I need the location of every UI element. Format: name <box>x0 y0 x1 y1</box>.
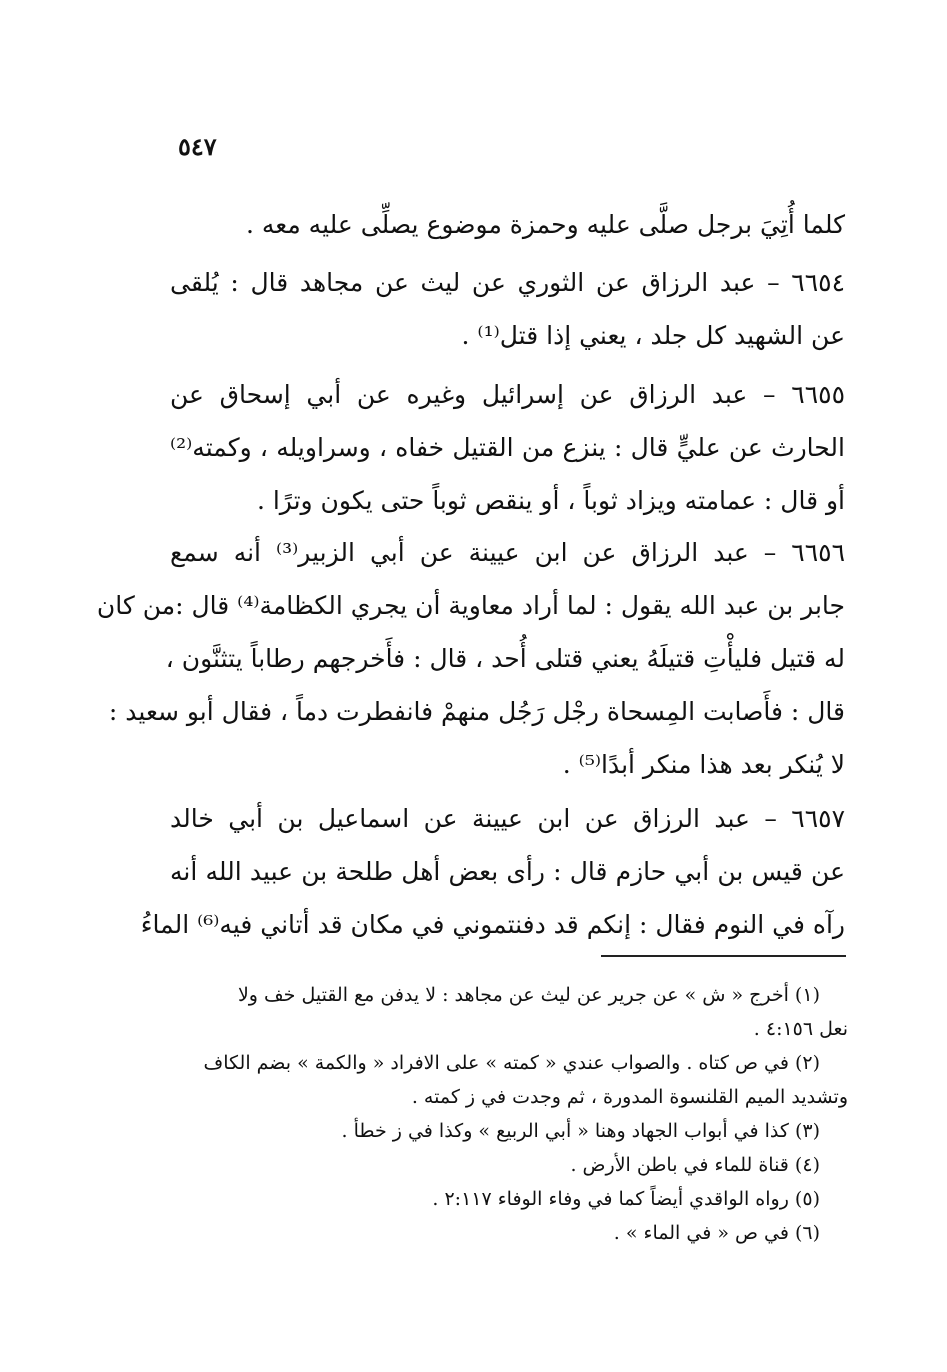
footnote-1-continuation: نعل ٤:١٥٦ . <box>753 1018 848 1040</box>
footnote-2-continuation: وتشديد الميم القلنسوة المدورة ، ثم وجدت في ز كمته . <box>411 1086 848 1108</box>
text-line: لا يُنكر بعد هذا منكر أبدًا⁽⁵⁾ . <box>562 750 845 779</box>
text-line: عن قيس بن أبي حازم قال : رأى بعض أهل طلحة بن عبيد الله أنه <box>170 857 845 886</box>
text-line: عن الشهيد كل جلد ، يعني إذا قتل⁽¹⁾ . <box>461 321 845 350</box>
footnote-1: (١) أخرج « ش » عن جرير عن ليث عن مجاهد : لا يدفن مع القتيل خف ولا <box>237 984 820 1006</box>
text-line: رآه في النوم فقال : إنكم قد دفنتموني في مكان قد أتاني فيه⁽⁶⁾ الماءُ <box>140 910 845 939</box>
paragraph-6656 <box>96 526 845 791</box>
paragraph-6655 <box>170 368 845 527</box>
footnote-6: (٦) في ص « في الماء » . <box>613 1222 820 1244</box>
footnote-3: (٣) كذا في أبواب الجهاد وهنا « أبي الربيع » وكذا في ز خطأ . <box>341 1120 820 1142</box>
text-line: جابر بن عبد الله يقول : لما أراد معاوية أن يجري الكظامة⁽⁴⁾ قال :من كان <box>96 591 845 620</box>
text-line: قال : فأَصابت المِسحاة رجْل رَجُل منهمْ فانفطرت دماً ، فقال أبو سعيد : <box>108 697 845 726</box>
footnote-2: (٢) في ص كتاه . والصواب عندي « كمته » على الافراد « والكمة » بضم الكاف <box>203 1052 820 1074</box>
text-line: أو قال : عمامته ويزاد ثوباً ، أو ينقص ثوباً حتى يكون وترًا . <box>256 486 845 515</box>
footnote-4: (٤) قناة للماء في باطن الأرض . <box>570 1154 820 1176</box>
text-line: كلما أُتِيَ برجل صلَّى عليه وحمزة موضوع يصلِّى عليه معه . <box>245 210 845 239</box>
page-number: ٥٤٧ <box>178 132 217 161</box>
paragraph-6657 <box>140 792 845 951</box>
footnote-5: (٥) رواه الواقدي أيضاً كما في وفاء الوفاء ٢:١١٧ . <box>432 1188 820 1210</box>
text-line: ٦٦٥٤ – عبد الرزاق عن الثوري عن ليث عن مجاهد قال : يُلقى <box>170 268 845 297</box>
paragraph-6654 <box>170 256 845 362</box>
paragraph-intro <box>170 198 845 251</box>
footnote-divider <box>601 955 846 957</box>
text-line: له قتيل فليأْتِ قتيلَهُ يعني قتلى أُحد ، قال : فأَخرجهم رطاباً يتثنَّون ، <box>165 644 845 673</box>
text-line: ٦٦٥٧ – عبد الرزاق عن ابن عيينة عن اسماعيل بن أبي خالد <box>170 804 845 833</box>
footnotes <box>160 978 848 1250</box>
text-line: الحارث عن عليٍّ قال : ينزع من القتيل خفاه ، وسراويله ، وكمته⁽²⁾ <box>170 433 845 462</box>
text-line: ٦٦٥٥ – عبد الرزاق عن إسرائيل وغيره عن أبي إسحاق عن <box>170 380 845 409</box>
text-line: ٦٦٥٦ – عبد الرزاق عن ابن عيينة عن أبي الزبير⁽³⁾ أنه سمع <box>170 538 845 567</box>
